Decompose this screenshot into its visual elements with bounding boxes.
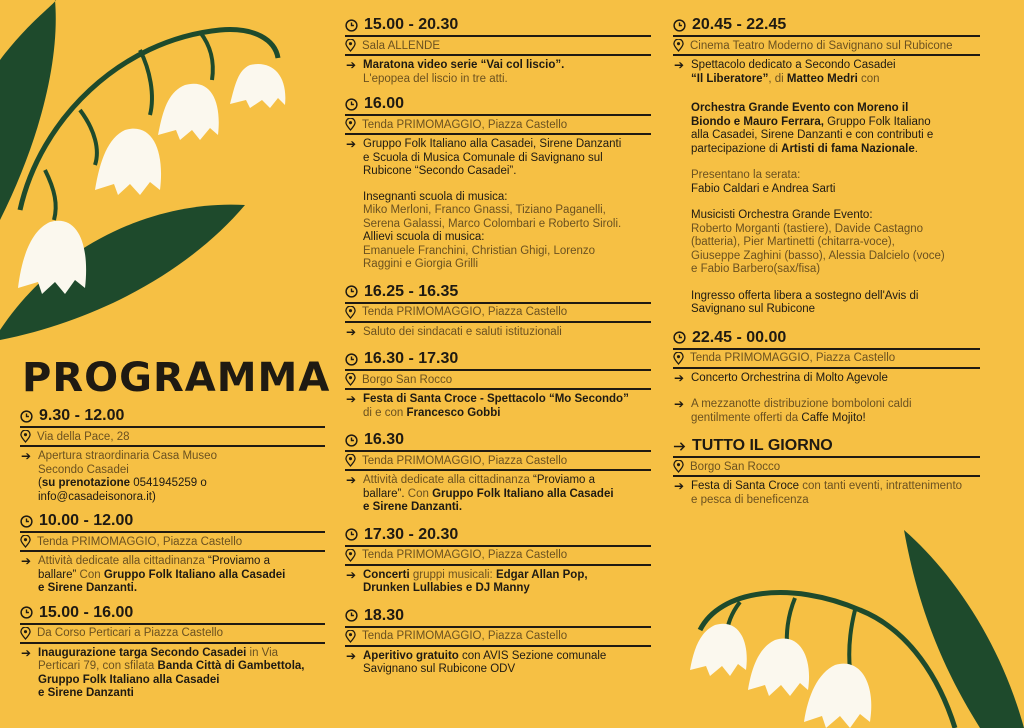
text-fragment: Festa di Santa Croce	[691, 480, 800, 492]
event-time: 16.00	[364, 95, 405, 112]
text-fragment: Inaugurazione targa Secondo Casadei	[38, 646, 247, 659]
event-time-row	[673, 16, 980, 37]
event-time-row	[673, 329, 980, 350]
event-item	[20, 512, 325, 596]
event-location: Sala ALLENDE	[362, 39, 440, 52]
column-left	[20, 407, 325, 701]
description-line: Orchestra Grande Evento con Moreno il	[691, 102, 909, 114]
arrow-right-icon: ➔	[346, 137, 357, 151]
column-middle	[345, 16, 651, 677]
text-fragment: Concerti	[363, 568, 410, 581]
event-time: TUTTO IL GIORNO	[692, 437, 833, 454]
description-line	[691, 73, 980, 87]
text-fragment: Edgar Allan Pop,	[495, 568, 588, 581]
event-time-row	[345, 431, 651, 452]
flower-bell	[230, 64, 285, 108]
event-description	[673, 480, 980, 507]
event-location-row	[345, 452, 651, 471]
flower-bell	[690, 624, 747, 676]
arrow-right-icon: ➔	[21, 645, 32, 660]
arrow-right-icon: ➔	[674, 479, 685, 493]
arrow-right-icon: ➔	[674, 397, 685, 411]
description-line	[38, 660, 325, 674]
flower-bell	[804, 664, 871, 728]
description-line	[363, 569, 651, 583]
text-fragment: Banda Città di Gambettola,	[157, 660, 305, 672]
event-time: 15.00 - 20.30	[364, 16, 459, 33]
stem-shape	[200, 32, 213, 80]
event-item	[673, 437, 980, 507]
event-time-row	[20, 604, 325, 625]
event-description	[345, 569, 651, 596]
text-fragment: Francesco Gobbi	[406, 406, 501, 419]
description-line	[691, 480, 980, 494]
text-fragment: partecipazione di	[691, 142, 782, 155]
description-heading: Musicisti Orchestra Grande Evento:	[691, 209, 873, 221]
event-item	[673, 16, 980, 317]
event-location: Tenda PRIMOMAGGIO, Piazza Castello	[362, 118, 568, 131]
map-pin-icon	[673, 352, 684, 365]
text-fragment: in Via	[246, 646, 279, 659]
text-fragment: su prenotazione	[41, 477, 131, 489]
event-location-row	[345, 547, 651, 566]
description-line: Drunken Lullabies e DJ Manny	[363, 582, 530, 594]
description-line	[691, 143, 980, 157]
event-time-row	[345, 607, 651, 628]
event-time-row	[345, 350, 651, 371]
text-fragment: ballare”.	[363, 487, 405, 500]
description-line: Giuseppe Zaghini (basso), Alessia Dalcielo (voce)	[691, 249, 945, 262]
text-fragment: ballare”	[38, 568, 77, 581]
event-time-row	[20, 512, 325, 533]
description-line: Rubicone “Secondo Casadei”.	[363, 165, 517, 177]
description-line: Apertura straordinaria Casa Museo	[38, 450, 217, 462]
arrow-right-icon: ➔	[21, 554, 32, 568]
text-fragment: Gruppo Folk Italiano alla Casadei	[432, 487, 614, 500]
description-line	[38, 569, 325, 583]
flower-bell	[95, 129, 161, 195]
flower-bell	[158, 84, 219, 140]
spacer	[691, 196, 980, 209]
event-location: Via della Pace, 28	[37, 430, 130, 443]
map-pin-icon	[345, 373, 356, 386]
flower-bell	[748, 639, 809, 696]
clock-icon	[673, 19, 686, 32]
description-line: Spettacolo dedicato a Secondo Casadei	[691, 59, 896, 71]
description-line: Gruppo Folk Italiano alla Casadei	[38, 673, 220, 686]
event-description	[345, 326, 651, 340]
event-location: Tenda PRIMOMAGGIO, Piazza Castello	[362, 630, 568, 642]
event-description	[673, 59, 980, 86]
text-fragment: Con	[76, 568, 104, 581]
description-line: info@casadeisonora.it)	[38, 490, 156, 503]
event-time: 16.25 - 16.35	[364, 282, 459, 300]
text-fragment: .	[914, 142, 918, 155]
description-heading: Insegnanti scuola di musica:	[363, 190, 508, 203]
description-line: Raggini e Giorgia Grilli	[363, 258, 479, 270]
map-pin-icon	[345, 454, 356, 467]
text-fragment: 0541945259 o	[130, 477, 207, 489]
map-pin-icon	[20, 627, 31, 640]
description-line	[38, 647, 325, 661]
description-line	[363, 488, 651, 502]
arrow-right-icon: ➔	[346, 392, 357, 406]
map-pin-icon	[345, 306, 356, 319]
text-fragment: Con	[404, 487, 433, 500]
spacer	[363, 179, 651, 191]
description-line: Emanuele Franchini, Christian Ghigi, Lorenzo	[363, 244, 596, 257]
clock-icon	[345, 609, 358, 622]
text-fragment: “Proviamo a	[533, 474, 596, 486]
stem-shape	[45, 170, 56, 220]
event-time-row	[345, 95, 651, 116]
description-line	[38, 477, 325, 491]
event-location: Tenda PRIMOMAGGIO, Piazza Castello	[690, 352, 896, 364]
event-location: Cinema Teatro Moderno di Savignano sul Rubicone	[690, 39, 953, 52]
event-description	[345, 138, 651, 272]
description-line: (batteria), Pier Martinetti (chitarra-voce),	[691, 236, 895, 248]
event-location-row	[673, 350, 980, 369]
event-time: 10.00 - 12.00	[39, 512, 134, 529]
clock-icon	[673, 331, 686, 344]
description-line: Roberto Morganti (tastiere), Davide Castagno	[691, 222, 924, 235]
event-description	[20, 450, 325, 504]
arrow-right-icon: ➔	[346, 58, 357, 72]
clock-icon	[345, 98, 358, 111]
text-fragment: (	[38, 477, 42, 489]
arrow-right-icon: ➔	[674, 58, 685, 72]
text-fragment: di e con	[363, 406, 407, 419]
text-fragment: gruppi musicali:	[409, 568, 496, 581]
clock-icon	[20, 515, 33, 528]
description-line: L'epopea del liscio in tre atti.	[363, 72, 508, 85]
event-item	[345, 283, 651, 340]
stem-shape	[140, 50, 152, 115]
event-time-row	[345, 283, 651, 304]
clock-icon	[20, 606, 33, 619]
event-location: Tenda PRIMOMAGGIO, Piazza Castello	[362, 306, 568, 318]
event-item	[673, 329, 980, 426]
map-pin-icon	[345, 39, 356, 52]
event-description	[345, 393, 651, 420]
leaf-shape	[904, 530, 1024, 728]
event-location: Da Corso Perticari a Piazza Castello	[37, 627, 223, 639]
spacer	[691, 156, 980, 169]
event-time: 18.30	[364, 606, 405, 624]
stem-shape	[849, 610, 855, 670]
lily-of-the-valley-illustration-top	[0, 0, 300, 340]
event-time: 22.45 - 00.00	[692, 328, 787, 346]
text-fragment: Gruppo Folk Italiano alla Casadei	[103, 568, 286, 581]
map-pin-icon	[345, 549, 356, 562]
description-line: e Fabio Barbero(sax/fisa)	[691, 263, 821, 275]
clock-icon	[20, 410, 33, 423]
description-line: alla Casadei, Sirene Danzanti e con contributi e	[691, 129, 934, 141]
clock-icon	[345, 19, 358, 32]
text-fragment: Gruppo Folk Italiano	[823, 115, 931, 128]
description-line: Savignano sul Rubicone	[691, 303, 816, 315]
event-description	[20, 555, 325, 596]
event-location: Tenda PRIMOMAGGIO, Piazza Castello	[362, 454, 568, 467]
event-time: 15.00 - 16.00	[39, 603, 134, 621]
clock-icon	[345, 285, 358, 298]
text-fragment: gentilmente offerti da	[691, 411, 802, 424]
text-fragment: “Proviamo a	[208, 555, 271, 567]
event-description	[673, 372, 980, 386]
spacer	[691, 277, 980, 290]
description-line: e Sirene Danzanti	[38, 687, 134, 699]
event-location: Borgo San Rocco	[362, 373, 453, 386]
description-line	[363, 650, 651, 664]
description-line: Concerto Orchestrina di Molto Agevole	[691, 371, 888, 384]
event-item	[345, 16, 651, 86]
clock-icon	[345, 353, 358, 366]
map-pin-icon	[20, 535, 31, 548]
text-fragment: Attività dedicate alla cittadinanza	[38, 555, 209, 567]
description-line	[691, 116, 980, 130]
description-line: e pesca di beneficenza	[691, 493, 809, 506]
event-location: Tenda PRIMOMAGGIO, Piazza Castello	[362, 549, 568, 561]
event-location-row	[345, 304, 651, 323]
column-right	[673, 16, 980, 507]
description-line	[38, 555, 325, 569]
arrow-right-icon: ➔	[346, 324, 357, 339]
arrow-right-icon: ➔	[346, 567, 357, 582]
map-pin-icon	[345, 630, 356, 643]
arrow-right-icon: ➔	[346, 473, 357, 487]
description-line: Savignano sul Rubicone ODV	[363, 663, 516, 675]
clock-icon	[345, 528, 358, 541]
event-description	[673, 398, 980, 425]
event-time-row	[20, 407, 325, 428]
event-time-row	[345, 526, 651, 547]
description-heading: Allievi scuola di musica:	[363, 231, 485, 243]
event-description	[345, 59, 651, 86]
event-item	[20, 604, 325, 701]
text-fragment: con AVIS Sezione comunale	[458, 649, 607, 662]
text-fragment: Perticari 79, con sfilata	[38, 660, 158, 672]
description-line: A mezzanotte distribuzione bomboloni caldi	[691, 398, 912, 410]
event-location-row	[20, 428, 325, 447]
description-line: Miko Merloni, Franco Gnassi, Tiziano Paganelli,	[363, 204, 606, 216]
event-item	[345, 95, 651, 272]
map-pin-icon	[20, 430, 31, 443]
event-description	[673, 102, 980, 317]
stem-shape	[80, 110, 97, 165]
description-line	[363, 474, 651, 488]
text-fragment: con	[857, 72, 880, 85]
text-fragment: Artisti di fama Nazionale	[781, 142, 915, 155]
description-line: e Scuola di Musica Comunale di Savignano sul	[363, 151, 603, 164]
description-line: Maratona video serie “Vai col liscio”.	[363, 59, 565, 71]
text-fragment: con tanti eventi, intrattenimento	[799, 480, 963, 492]
event-location: Borgo San Rocco	[690, 460, 781, 473]
arrow-right-icon	[673, 440, 686, 453]
event-time: 20.45 - 22.45	[692, 16, 787, 33]
description-line: Presentano la serata:	[691, 169, 801, 181]
description-line: Ingresso offerta libera a sostegno dell'Avis di	[691, 289, 919, 302]
arrow-right-icon: ➔	[346, 648, 357, 663]
event-time: 17.30 - 20.30	[364, 525, 459, 543]
event-location-row	[20, 625, 325, 644]
text-fragment: Attività dedicate alla cittadinanza	[363, 474, 534, 486]
description-line: Gruppo Folk Italiano alla Casadei, Sirene Danzanti	[363, 138, 622, 150]
event-location-row	[673, 458, 980, 477]
description-line: Serena Galassi, Marco Colombari e Roberto Siroli.	[363, 217, 622, 230]
lily-of-the-valley-illustration-bottom	[680, 530, 1024, 728]
event-location-row	[345, 628, 651, 647]
description-line	[363, 407, 651, 421]
event-time: 16.30	[364, 431, 405, 448]
event-time: 16.30 - 17.30	[364, 350, 459, 367]
event-description	[345, 474, 651, 515]
map-pin-icon	[345, 118, 356, 131]
event-location-row	[345, 37, 651, 56]
text-fragment: Matteo Medri	[786, 72, 858, 85]
arrow-right-icon: ➔	[21, 449, 32, 463]
event-item	[345, 431, 651, 515]
text-fragment: , di	[768, 72, 787, 85]
event-location-row	[673, 37, 980, 56]
arrow-right-icon: ➔	[674, 370, 685, 385]
text-fragment: Caffe Mojito!	[801, 411, 866, 424]
event-item	[345, 350, 651, 420]
description-line: Fabio Caldari e Andrea Sarti	[691, 182, 836, 195]
clock-icon	[345, 434, 358, 447]
description-line: e Sirene Danzanti.	[38, 582, 138, 594]
event-item	[345, 607, 651, 677]
event-location-row	[20, 533, 325, 552]
text-fragment: Aperitivo gratuito	[363, 649, 459, 662]
text-fragment: “Il Liberatore”	[691, 72, 769, 85]
event-location-row	[345, 371, 651, 390]
text-fragment: Biondo e Mauro Ferrara,	[691, 115, 824, 128]
event-item	[20, 407, 325, 504]
event-description	[345, 650, 651, 677]
map-pin-icon	[673, 460, 684, 473]
event-description	[20, 647, 325, 701]
event-location-row	[345, 116, 651, 135]
map-pin-icon	[673, 39, 684, 52]
description-line: Festa di Santa Croce - Spettacolo “Mo Secondo”	[363, 393, 629, 405]
event-time-row	[345, 16, 651, 37]
description-line	[691, 412, 980, 426]
event-location: Tenda PRIMOMAGGIO, Piazza Castello	[37, 535, 243, 548]
page-title: PROGRAMMA	[22, 355, 331, 401]
event-time: 9.30 - 12.00	[39, 407, 125, 424]
description-line: Saluto dei sindacati e saluti istituzionali	[363, 325, 562, 338]
description-line: Secondo Casadei	[38, 463, 129, 476]
event-time-row	[673, 437, 980, 458]
event-item	[345, 526, 651, 596]
description-line: e Sirene Danzanti.	[363, 501, 463, 513]
